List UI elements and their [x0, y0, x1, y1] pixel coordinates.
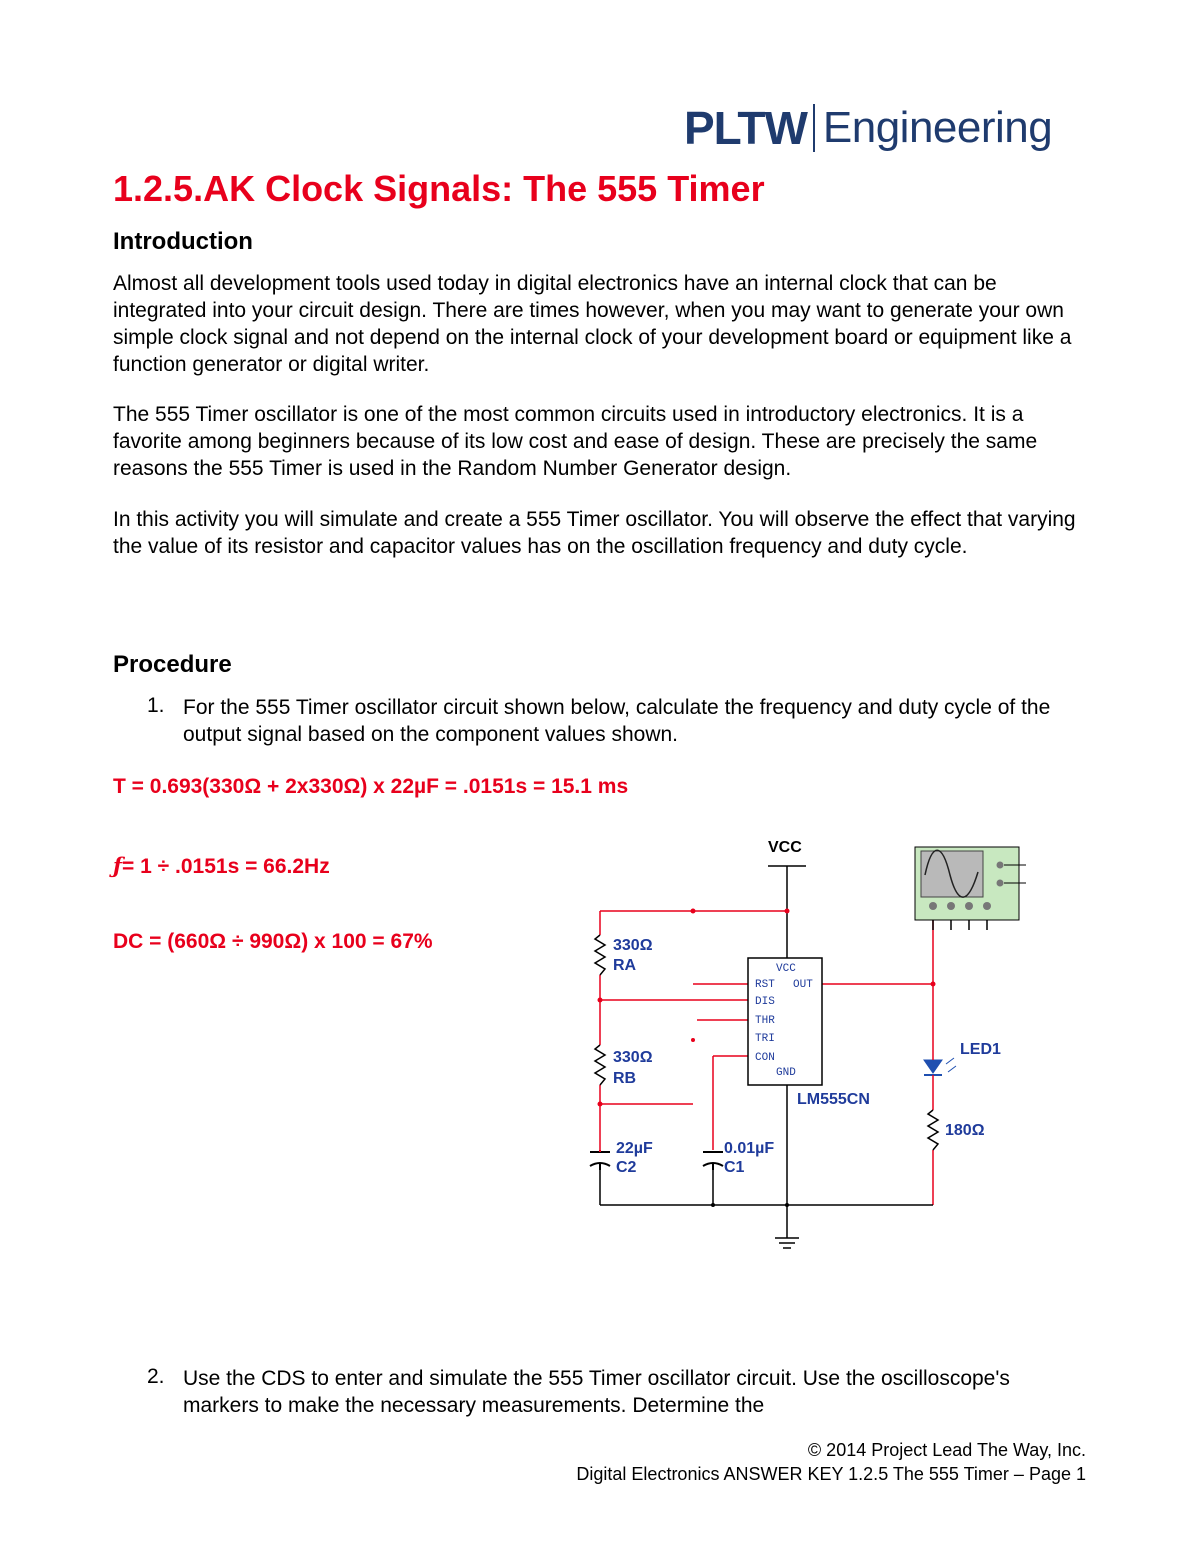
led1	[924, 1057, 956, 1080]
footer	[576, 1438, 1086, 1486]
rb-name: RB	[613, 1070, 637, 1087]
period-answer: T = 0.693(330Ω + 2x330Ω) x 22µF = .0151s = 15.1 ms	[113, 775, 629, 798]
logo-divider	[813, 104, 815, 152]
vcc-label: VCC	[768, 839, 802, 856]
c2-name: C2	[616, 1159, 637, 1176]
pin-tri: TRI	[755, 1033, 775, 1045]
duty-cycle-answer: DC = (660Ω ÷ 990Ω) x 100 = 67%	[113, 930, 433, 953]
capacitor-c1	[703, 1152, 723, 1170]
ra-value: 330Ω	[613, 937, 653, 954]
footer-doc-line: Digital Electronics ANSWER KEY 1.2.5 The 555 Timer – Page 1	[576, 1464, 1086, 1484]
pltw-engineering-logo	[684, 98, 1052, 158]
frequency-answer	[113, 853, 330, 879]
pin-rst: RST	[755, 979, 775, 991]
c2-value: 22µF	[616, 1140, 653, 1157]
logo-division: Engineering	[822, 103, 1053, 152]
555-timer-schematic	[580, 830, 1050, 1260]
led-name: LED1	[960, 1041, 1001, 1058]
ra-name: RA	[613, 957, 637, 974]
step-2-number: 2.	[147, 1365, 165, 1388]
led-resistor-value: 180Ω	[945, 1122, 985, 1139]
step-2-text: Use the CDS to enter and simulate the 555 Timer oscillator circuit. Use the oscilloscope's markers to make the necessary measurements. Determine the	[183, 1367, 1010, 1417]
c1-value: 0.01µF	[724, 1140, 775, 1157]
introduction-heading: Introduction	[113, 228, 253, 255]
intro-paragraph-1: Almost all development tools used today in digital electronics have an internal clock that can be integrated into your circuit design. There are times however, when you may want to generate your own simple clock signal and not depend on the internal clock of your development board or equipment like a function generator or digital writer.	[113, 272, 1072, 376]
resistor-ra	[595, 935, 605, 975]
step-1-text: For the 555 Timer oscillator circuit shown below, calculate the frequency and duty cycle of the output signal based on the component values shown.	[183, 696, 1051, 746]
pin-dis: DIS	[755, 996, 775, 1008]
chip-name: LM555CN	[797, 1091, 870, 1108]
logo-brand: PLTW	[684, 102, 807, 154]
capacitor-c2	[590, 1150, 610, 1170]
intro-paragraph-3: In this activity you will simulate and create a 555 Timer oscillator. You will observe the effect that varying the value of its resistor and capacitor values has on the oscillation frequency and duty cycle.	[113, 508, 1076, 558]
resistor-rb	[595, 1045, 605, 1085]
rb-value: 330Ω	[613, 1049, 653, 1066]
pin-thr: THR	[755, 1015, 775, 1027]
frequency-value: = 1 ÷ .0151s = 66.2Hz	[122, 855, 330, 878]
c1-name: C1	[724, 1159, 745, 1176]
intro-paragraph-2: The 555 Timer oscillator is one of the most common circuits used in introductory electronics. It is a favorite among beginners because of its low cost and ease of design. These are precisely the same reasons the 555 Timer is used in the Random Number Generator design.	[113, 403, 1038, 480]
pin-con: CON	[755, 1052, 775, 1064]
step-1-number: 1.	[147, 694, 165, 717]
frequency-symbol: ƒ	[113, 853, 123, 878]
page-title: 1.2.5.AK Clock Signals: The 555 Timer	[113, 168, 765, 209]
pin-out: OUT	[793, 979, 813, 991]
footer-copyright: © 2014 Project Lead The Way, Inc.	[807, 1440, 1086, 1460]
pin-vcc: VCC	[776, 963, 796, 975]
oscilloscope-icon	[915, 847, 1026, 920]
procedure-heading: Procedure	[113, 651, 232, 678]
pin-gnd: GND	[776, 1067, 796, 1079]
resistor-180	[928, 1110, 938, 1150]
